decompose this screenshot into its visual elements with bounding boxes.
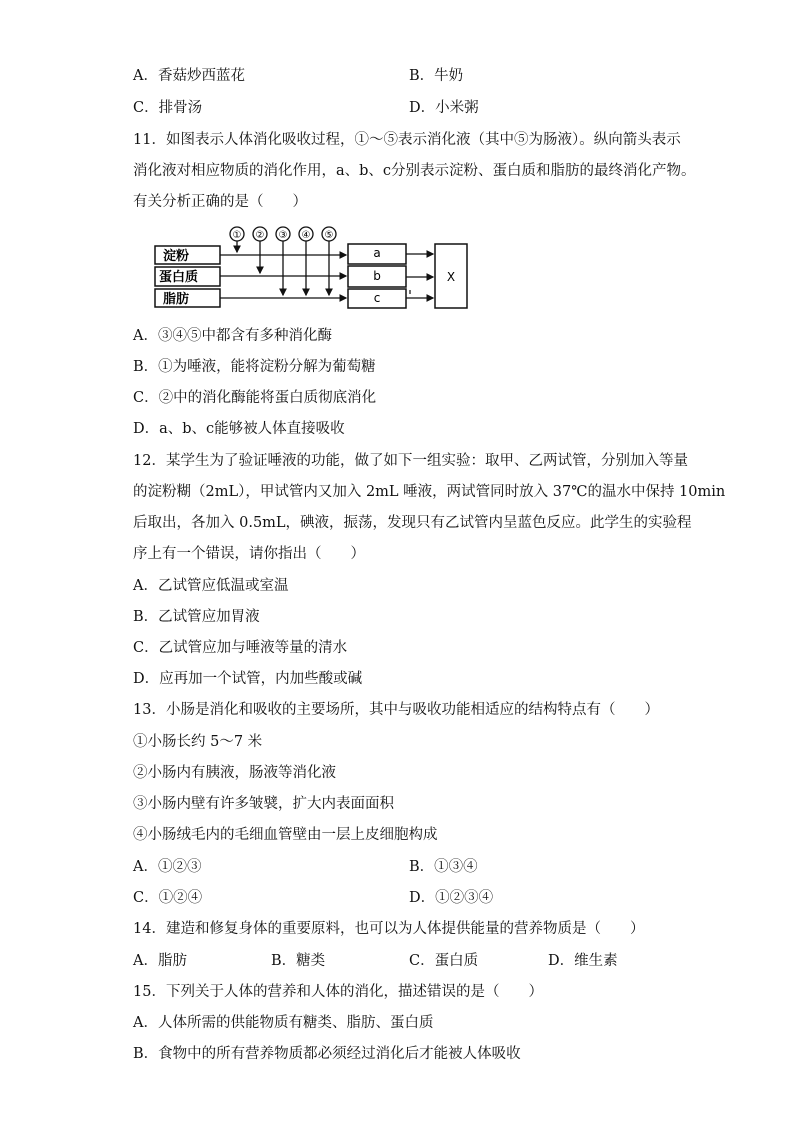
juice-number-3	[276, 227, 290, 241]
q12-option-d: D．应再加一个试管，内加些酸或碱	[133, 671, 363, 687]
q11-option-d: D．a、b、c能够被人体直接吸收	[133, 421, 345, 437]
q10-option-b: B．牛奶	[409, 68, 464, 84]
q14-option-a: A．脂肪	[133, 953, 187, 969]
q14-option-c: C．蛋白质	[409, 953, 479, 969]
q15-stem-line1: 15．下列关于人体的营养和人体的消化，描述错误的是（ ）	[133, 984, 543, 1000]
q13-item-1: ①小肠长约 5～7 米	[133, 734, 263, 750]
q13-option-a: A．①②③	[133, 859, 202, 875]
juice-number-5	[322, 227, 336, 241]
q12-stem-line4: 序上有一个错误，请你指出（ ）	[133, 546, 365, 562]
q15-option-b: B．食物中的所有营养物质都必须经过消化后才能被人体吸收	[133, 1046, 521, 1062]
q12-stem-line3: 后取出，各加入 0.5mL，碘液，振荡，发现只有乙试管内呈蓝色反应。此学生的实验程	[133, 515, 692, 531]
q13-option-c: C．①②④	[133, 890, 203, 906]
digestion-diagram	[150, 222, 480, 312]
product-label-a: a	[373, 246, 381, 260]
svg-text:②: ②	[255, 230, 265, 241]
q11-option-c: C．②中的消化酶能将蛋白质彻底消化	[133, 390, 377, 406]
substance-label-starch: 淀粉	[163, 249, 190, 264]
q13-item-2: ②小肠内有胰液，肠液等消化液	[133, 765, 336, 781]
q12-option-b: B．乙试管应加胃液	[133, 609, 260, 625]
svg-text:④: ④	[301, 230, 311, 241]
q11-stem-line2: 消化液对相应物质的消化作用，a、b、c分别表示淀粉、蛋白质和脂肪的最终消化产物。	[133, 163, 696, 179]
svg-text:③: ③	[278, 230, 288, 241]
q15-option-a: A．人体所需的供能物质有糖类、脂肪、蛋白质	[133, 1015, 434, 1031]
q14-option-d: D．维生素	[548, 953, 618, 969]
q11-option-a: A．③④⑤中都含有多种消化酶	[133, 328, 332, 344]
q13-option-b: B．①③④	[409, 859, 478, 875]
q11-stem-line1: 11．如图表示人体消化吸收过程，①～⑤表示消化液（其中⑤为肠液）。纵向箭头表示	[133, 132, 681, 148]
svg-text:⑤: ⑤	[324, 230, 334, 241]
q12-stem-line2: 的淀粉糊（2mL），甲试管内又加入 2mL 唾液，两试管同时放入 37℃的温水中保持 10min	[133, 484, 726, 500]
svg-text:①: ①	[232, 230, 242, 241]
q14-stem-line1: 14．建造和修复身体的重要原料，也可以为人体提供能量的营养物质是（ ）	[133, 921, 645, 937]
target-label-x: X	[446, 270, 456, 284]
product-label-b: b	[373, 269, 381, 283]
q11-stem-line3: 有关分析正确的是（ ）	[133, 194, 307, 210]
q10-option-c: C．排骨汤	[133, 100, 203, 116]
q12-option-a: A．乙试管应低温或室温	[133, 578, 289, 594]
q13-option-d: D．①②③④	[409, 890, 494, 906]
juice-number-2	[253, 227, 267, 241]
q12-stem-line1: 12．某学生为了验证唾液的功能，做了如下一组实验：取甲、乙两试管，分别加入等量	[133, 453, 688, 469]
q12-option-c: C．乙试管应加与唾液等量的清水	[133, 640, 348, 656]
q13-stem-line1: 13．小肠是消化和吸收的主要场所，其中与吸收功能相适应的结构特点有（ ）	[133, 702, 659, 718]
substance-label-protein: 蛋白质	[159, 270, 199, 285]
q13-item-3: ③小肠内壁有许多皱襞，扩大内表面面积	[133, 796, 394, 812]
juice-number-1	[230, 227, 244, 241]
q11-option-b: B．①为唾液，能将淀粉分解为葡萄糖	[133, 359, 376, 375]
q13-item-4: ④小肠绒毛内的毛细血管壁由一层上皮细胞构成	[133, 827, 438, 843]
juice-number-4	[299, 227, 313, 241]
product-label-c: c	[373, 291, 381, 305]
q10-option-a: A．香菇炒西蓝花	[133, 68, 245, 84]
q14-option-b: B．糖类	[271, 953, 326, 969]
substance-label-fat: 脂肪	[163, 292, 190, 307]
q10-option-d: D．小米粥	[409, 100, 479, 116]
